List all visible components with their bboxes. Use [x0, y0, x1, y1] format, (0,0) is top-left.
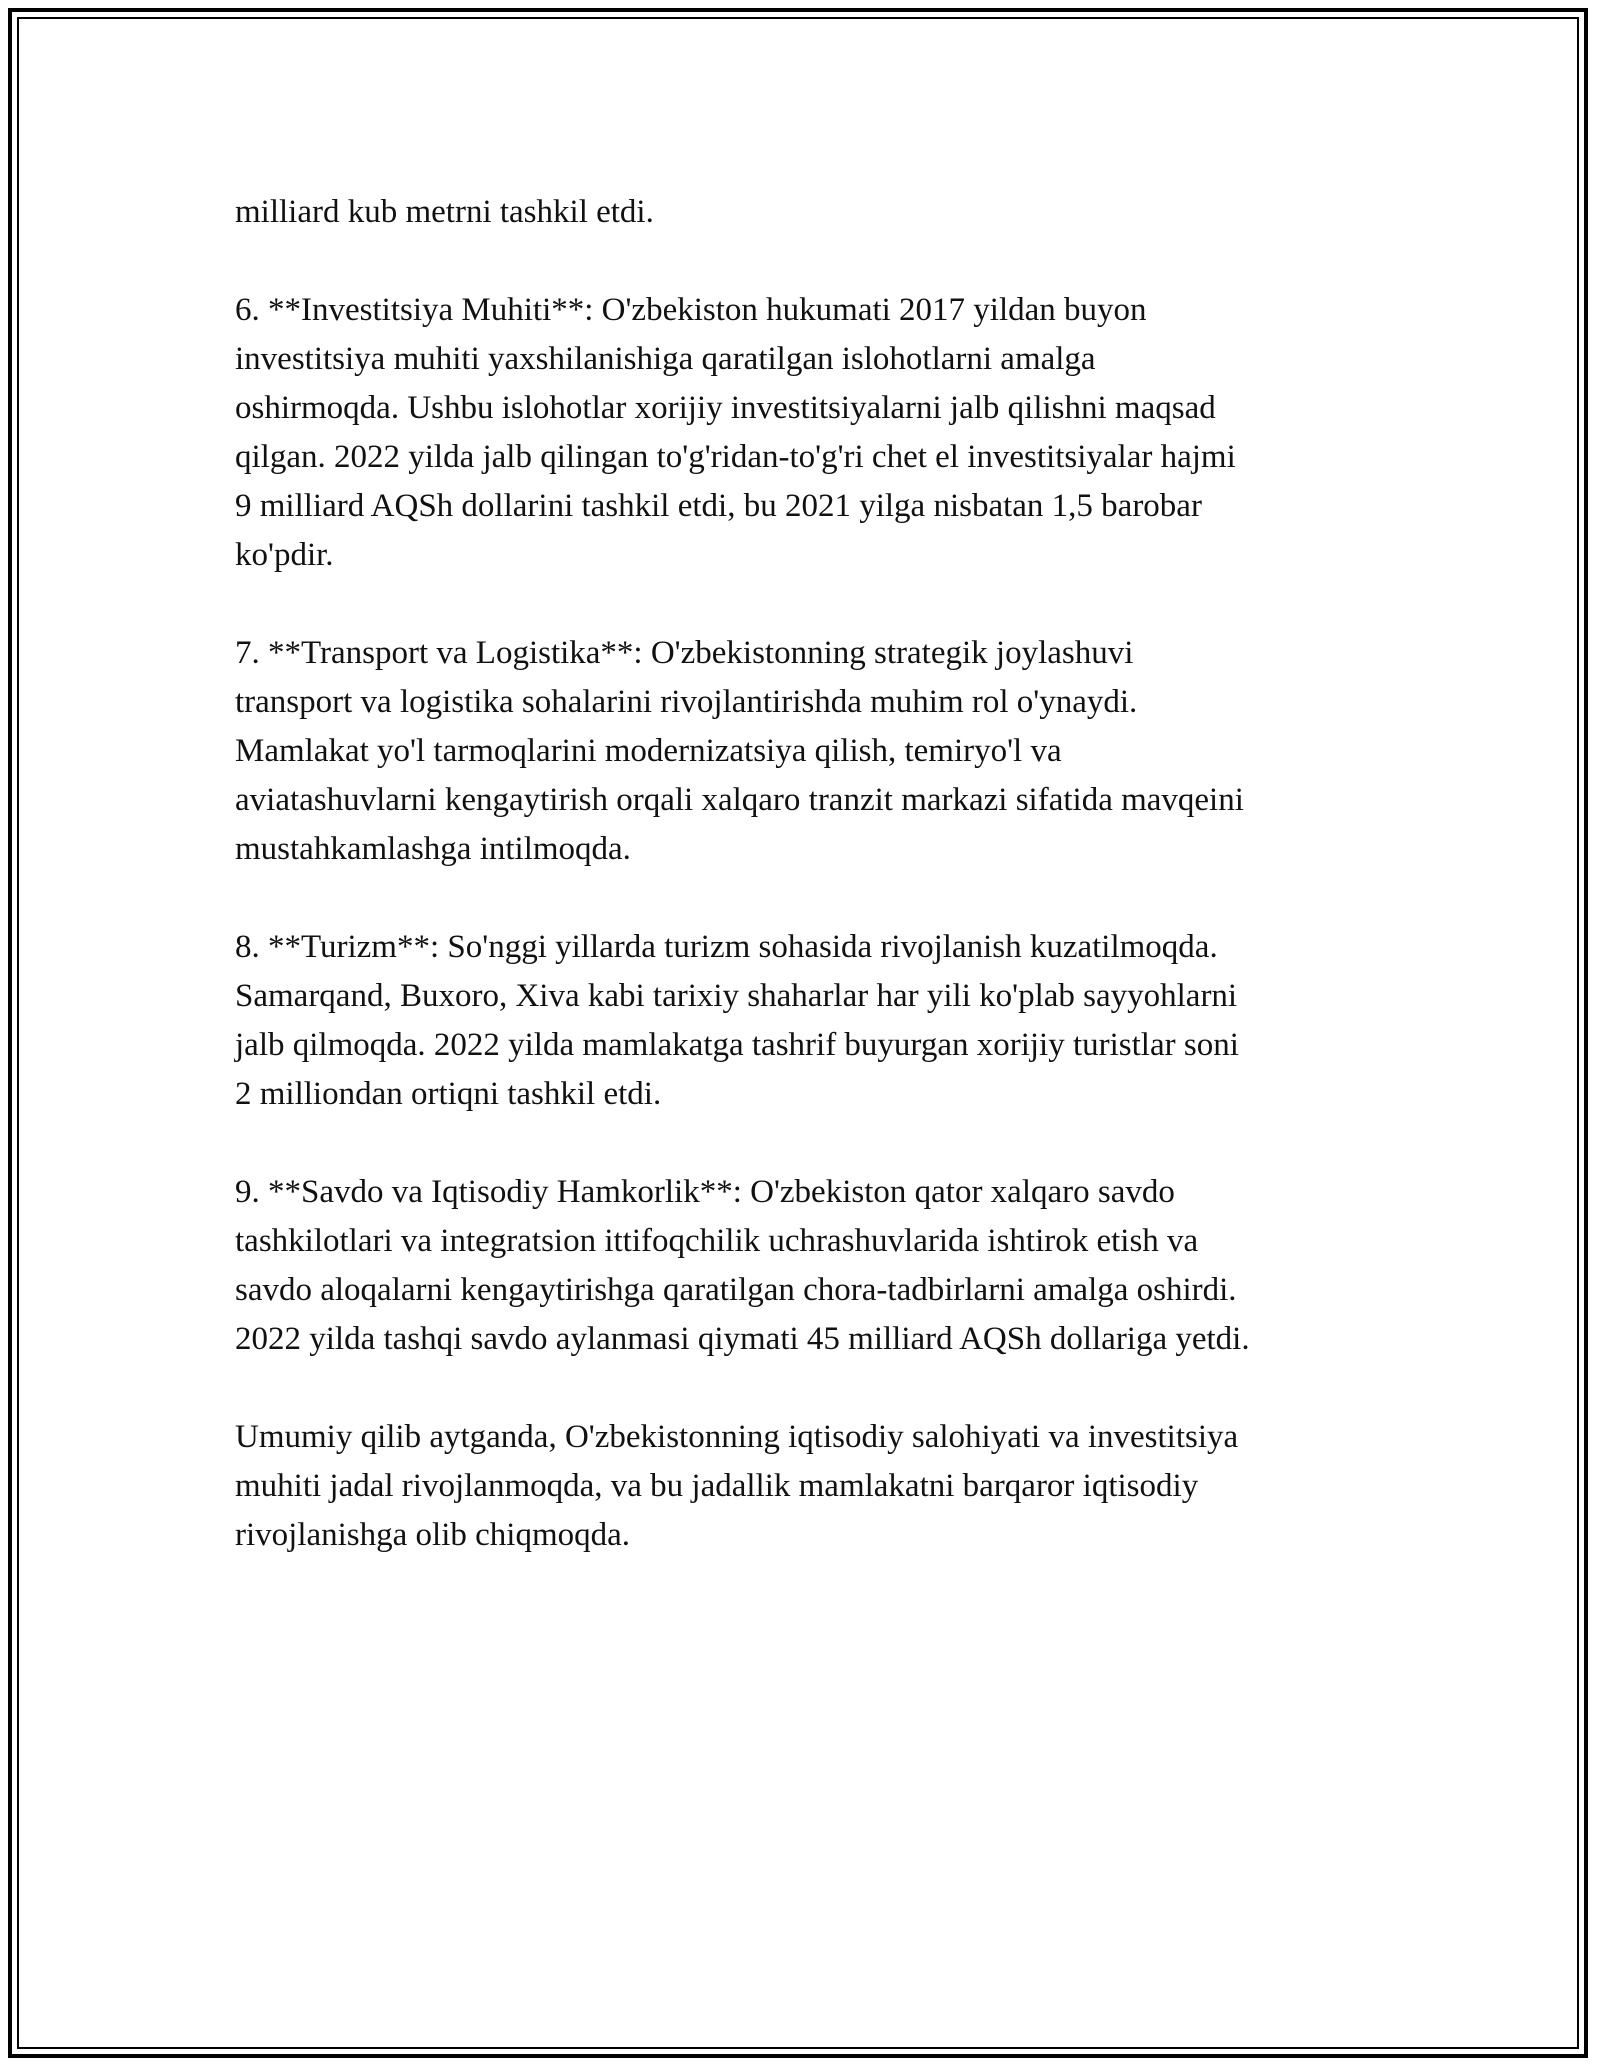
text-line: Mamlakat yo'l tarmoqlarini modernizatsiya qilish, temiryo'l va	[235, 733, 1062, 769]
text-line: aviatashuvlarni kengaytirish orqali xalqaro tranzit markazi sifatida mavqeini	[235, 782, 1244, 818]
text-line: 7. **Transport va Logistika**: O'zbekistonning strategik joylashuvi	[235, 635, 1134, 671]
text-line: 9 milliard AQSh dollarini tashkil etdi, bu 2021 yilga nisbatan 1,5 barobar	[235, 488, 1202, 524]
text-line: investitsiya muhiti yaxshilanishiga qaratilgan islohotlarni amalga	[235, 341, 1096, 377]
text-line: 2 milliondan ortiqni tashkil etdi.	[235, 1076, 662, 1112]
paragraph-transport-logistics	[235, 629, 1385, 874]
text-line: 8. **Turizm**: So'nggi yillarda turizm sohasida rivojlanish kuzatilmoqda.	[235, 929, 1218, 965]
paragraph-tourism	[235, 923, 1385, 1119]
text-line: Umumiy qilib aytganda, O'zbekistonning iqtisodiy salohiyati va investitsiya	[235, 1419, 1239, 1455]
text-line: milliard kub metrni tashkil etdi.	[235, 194, 654, 230]
text-line: ko'pdir.	[235, 537, 334, 573]
paragraph-conclusion	[235, 1413, 1385, 1560]
text-line: 2022 yilda tashqi savdo aylanmasi qiymati 45 milliard AQSh dollariga yetdi.	[235, 1321, 1250, 1357]
text-line: savdo aloqalarni kengaytirishga qaratilgan chora-tadbirlarni amalga oshirdi.	[235, 1272, 1237, 1308]
paragraph-investment-environment	[235, 286, 1385, 580]
document-body	[235, 188, 1385, 1560]
text-line: rivojlanishga olib chiqmoqda.	[235, 1517, 631, 1553]
text-line: tashkilotlari va integratsion ittifoqchilik uchrashuvlarida ishtirok etish va	[235, 1223, 1199, 1259]
text-line: Samarqand, Buxoro, Xiva kabi tarixiy shaharlar har yili ko'plab sayyohlarni	[235, 978, 1238, 1014]
paragraph-continuation	[235, 188, 1385, 237]
text-line: 6. **Investitsiya Muhiti**: O'zbekiston hukumati 2017 yildan buyon	[235, 292, 1147, 328]
text-line: 9. **Savdo va Iqtisodiy Hamkorlik**: O'zbekiston qator xalqaro savdo	[235, 1174, 1175, 1210]
paragraph-trade-cooperation	[235, 1168, 1385, 1364]
text-line: muhiti jadal rivojlanmoqda, va bu jadallik mamlakatni barqaror iqtisodiy	[235, 1468, 1199, 1504]
text-line: jalb qilmoqda. 2022 yilda mamlakatga tashrif buyurgan xorijiy turistlar soni	[235, 1027, 1239, 1063]
text-line: transport va logistika sohalarini rivojlantirishda muhim rol o'ynaydi.	[235, 684, 1138, 720]
text-line: mustahkamlashga intilmoqda.	[235, 831, 631, 867]
text-line: oshirmoqda. Ushbu islohotlar xorijiy investitsiyalarni jalb qilishni maqsad	[235, 390, 1216, 426]
text-line: qilgan. 2022 yilda jalb qilingan to'g'ridan-to'g'ri chet el investitsiyalar hajmi	[235, 439, 1236, 475]
